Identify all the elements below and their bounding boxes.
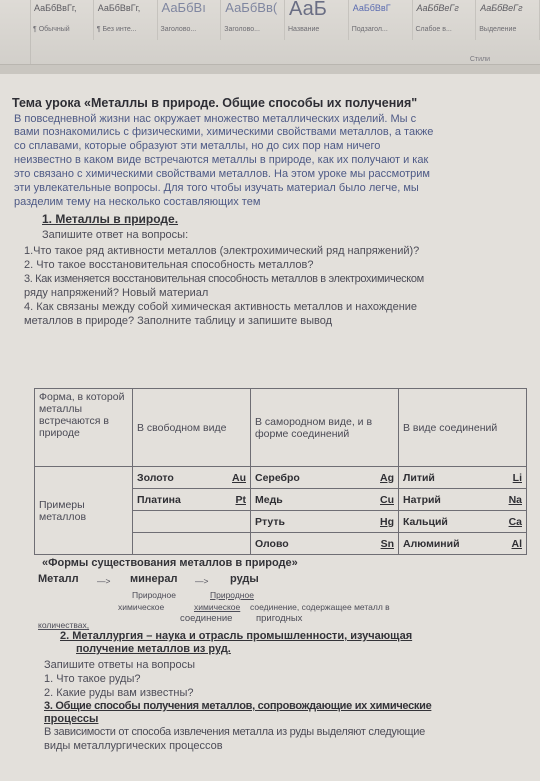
- metal-name: Литий: [403, 471, 435, 484]
- style-sample: АаБбВвГг,: [34, 3, 77, 13]
- intro-line: неизвестно в каком виде встречаются металлы в природе, как их получают и как: [14, 154, 429, 166]
- style-sample: АаБбВвГг,: [97, 3, 141, 13]
- table-cell[interactable]: [251, 489, 399, 511]
- scheme-metal: Металл: [38, 573, 79, 585]
- style-sample: АаБбВвГ: [352, 3, 391, 13]
- style-no-spacing[interactable]: [94, 0, 158, 40]
- forms-title: «Формы существования металлов в природе»: [42, 557, 298, 569]
- metal-symbol: Sn: [380, 537, 394, 550]
- table-cell[interactable]: [251, 511, 399, 533]
- table-header-row: [35, 389, 527, 467]
- question-line: 2. Что такое восстановительная способность металлов?: [24, 259, 314, 271]
- table-cell[interactable]: [399, 489, 527, 511]
- metal-name: Кальций: [403, 515, 448, 528]
- style-name: ¶ Обычный: [33, 26, 70, 33]
- table-cell[interactable]: [133, 511, 251, 533]
- question-line: 1.Что такое ряд активности металлов (электрохимический ряд напряжений)?: [24, 245, 420, 257]
- section-2-task: Запишите ответы на вопросы: [44, 659, 195, 671]
- style-name: Заголово...: [160, 26, 197, 33]
- table-cell[interactable]: [133, 533, 251, 555]
- styles-gallery: [30, 0, 540, 40]
- metal-symbol: Pt: [235, 493, 246, 506]
- metal-symbol: Na: [508, 493, 522, 506]
- intro-line: В повседневной жизни нас окружает множество металлических изделий. Мы с: [14, 113, 417, 125]
- section-2-title: 2. Металлургия – наука и отрасль промышленности, изучающая: [60, 630, 413, 642]
- metal-name: Золото: [137, 471, 174, 484]
- style-sample: АаБбВеГг: [416, 3, 459, 13]
- metal-name: Медь: [255, 493, 283, 506]
- table-cell[interactable]: [251, 467, 399, 489]
- style-heading-2[interactable]: [221, 0, 285, 40]
- scheme-mineral: минерал: [130, 573, 178, 585]
- table-cell[interactable]: [251, 533, 399, 555]
- section-1-title: 1. Металлы в природе.: [42, 212, 179, 226]
- metal-name: Платина: [137, 493, 181, 506]
- metal-symbol: Li: [512, 471, 522, 484]
- metal-symbol: Cu: [380, 493, 394, 506]
- style-title[interactable]: [285, 0, 349, 40]
- scheme-natural: Природное: [132, 590, 176, 600]
- ribbon-left-column: [0, 0, 31, 64]
- metal-symbol: Al: [511, 537, 522, 550]
- question-line: металлов в природе? Заполните таблицу и запишите вывод: [24, 315, 333, 327]
- scheme-chemical: химическое: [118, 602, 165, 612]
- scheme-compound-desc: соединение, содержащее металл в: [250, 602, 390, 612]
- table-cell[interactable]: [399, 511, 527, 533]
- table-cell[interactable]: [133, 489, 251, 511]
- table-header-cell: В свободном виде: [133, 389, 251, 467]
- styles-group-label: Стили: [469, 56, 490, 63]
- section-2-question: 1. Что такое руды?: [44, 673, 141, 685]
- examples-label-cell: Примеры металлов: [35, 467, 133, 555]
- style-subtitle[interactable]: [349, 0, 413, 40]
- table-cell[interactable]: [133, 467, 251, 489]
- scheme-arrow: —>: [97, 576, 111, 586]
- table-cell[interactable]: [399, 467, 527, 489]
- table-row: [35, 467, 527, 489]
- metal-symbol: Hg: [380, 515, 394, 528]
- style-normal[interactable]: [30, 0, 94, 40]
- scheme-compound: соединение: [180, 613, 233, 624]
- style-heading-1[interactable]: [158, 0, 222, 40]
- scheme-quantity: количествах,: [38, 620, 90, 630]
- intro-line: со сплавами, которые образуют эти металлы, но до сих пор нам ничего: [14, 140, 381, 152]
- style-name: Название: [288, 26, 320, 33]
- metal-name: Натрий: [403, 493, 441, 506]
- intro-line: вами познакомились с физическими, химическими свойствами металлов, а также: [14, 126, 434, 138]
- table-header-cell: В самородном виде, и в форме соединений: [251, 389, 399, 467]
- metals-forms-table: [34, 388, 527, 555]
- style-sample: АаБбВı: [161, 0, 206, 15]
- table-header-cell: В виде соединений: [399, 389, 527, 467]
- scheme-chemical: химическое: [194, 602, 241, 612]
- section-3-title: 3. Общие способы получения металлов, сопровождающие их химические: [44, 700, 432, 712]
- section-2-title: получение металлов из руд.: [76, 643, 231, 655]
- style-subtle-emphasis[interactable]: [413, 0, 477, 40]
- style-name: Подзагол...: [351, 26, 388, 33]
- section-3-text: виды металлургических процессов: [44, 740, 223, 752]
- intro-line: это связано с химическими свойствами металлов. На этом уроке мы рассмотрим: [14, 168, 430, 180]
- scheme-natural: Природное: [210, 590, 254, 600]
- style-sample: АаБ: [289, 0, 327, 20]
- metal-name: Ртуть: [255, 515, 285, 528]
- metal-symbol: Ag: [380, 471, 394, 484]
- lesson-topic: Тема урока «Металлы в природе. Общие способы их получения": [12, 96, 418, 110]
- scheme-arrow: —>: [195, 576, 209, 586]
- intro-line: разделим тему на несколько составляющих тем: [14, 196, 261, 208]
- intro-line: эти увлекательные вопросы. Для того чтобы изучать материал было легче, мы: [14, 182, 419, 194]
- styles-ribbon: [0, 0, 540, 65]
- question-line: 4. Как связаны между собой химическая активность металлов и нахождение: [24, 301, 418, 313]
- style-sample: АаБбВеГг: [480, 3, 523, 13]
- section-2-question: 2. Какие руды вам известны?: [44, 687, 194, 699]
- table-header-cell: Форма, в которой металлы встречаются в природе: [35, 389, 133, 467]
- scheme-ore: руды: [230, 573, 259, 585]
- style-emphasis[interactable]: [476, 0, 540, 40]
- question-line: ряду напряжений? Новый материал: [24, 287, 209, 299]
- section-1-task: Запишите ответ на вопросы:: [42, 229, 189, 241]
- section-3-title: процессы: [44, 713, 99, 725]
- scheme-suitable: пригодных: [256, 613, 303, 624]
- style-name: Выделение: [479, 26, 517, 33]
- table-cell[interactable]: [399, 533, 527, 555]
- metal-symbol: Ca: [508, 515, 522, 528]
- style-name: Слабое в...: [415, 26, 452, 33]
- question-line: 3. Как изменяется восстановительная способность металлов в электрохимическом: [24, 273, 424, 285]
- metal-name: Алюминий: [403, 537, 460, 550]
- metal-symbol: Au: [232, 471, 246, 484]
- metal-name: Олово: [255, 537, 289, 550]
- metal-name: Серебро: [255, 471, 300, 484]
- style-sample: АаБбВв(: [225, 0, 278, 15]
- style-name: Заголово...: [224, 26, 260, 33]
- style-name: ¶ Без инте...: [96, 26, 137, 33]
- section-3-text: В зависимости от способа извлечения металла из руды выделяют следующие: [44, 726, 425, 738]
